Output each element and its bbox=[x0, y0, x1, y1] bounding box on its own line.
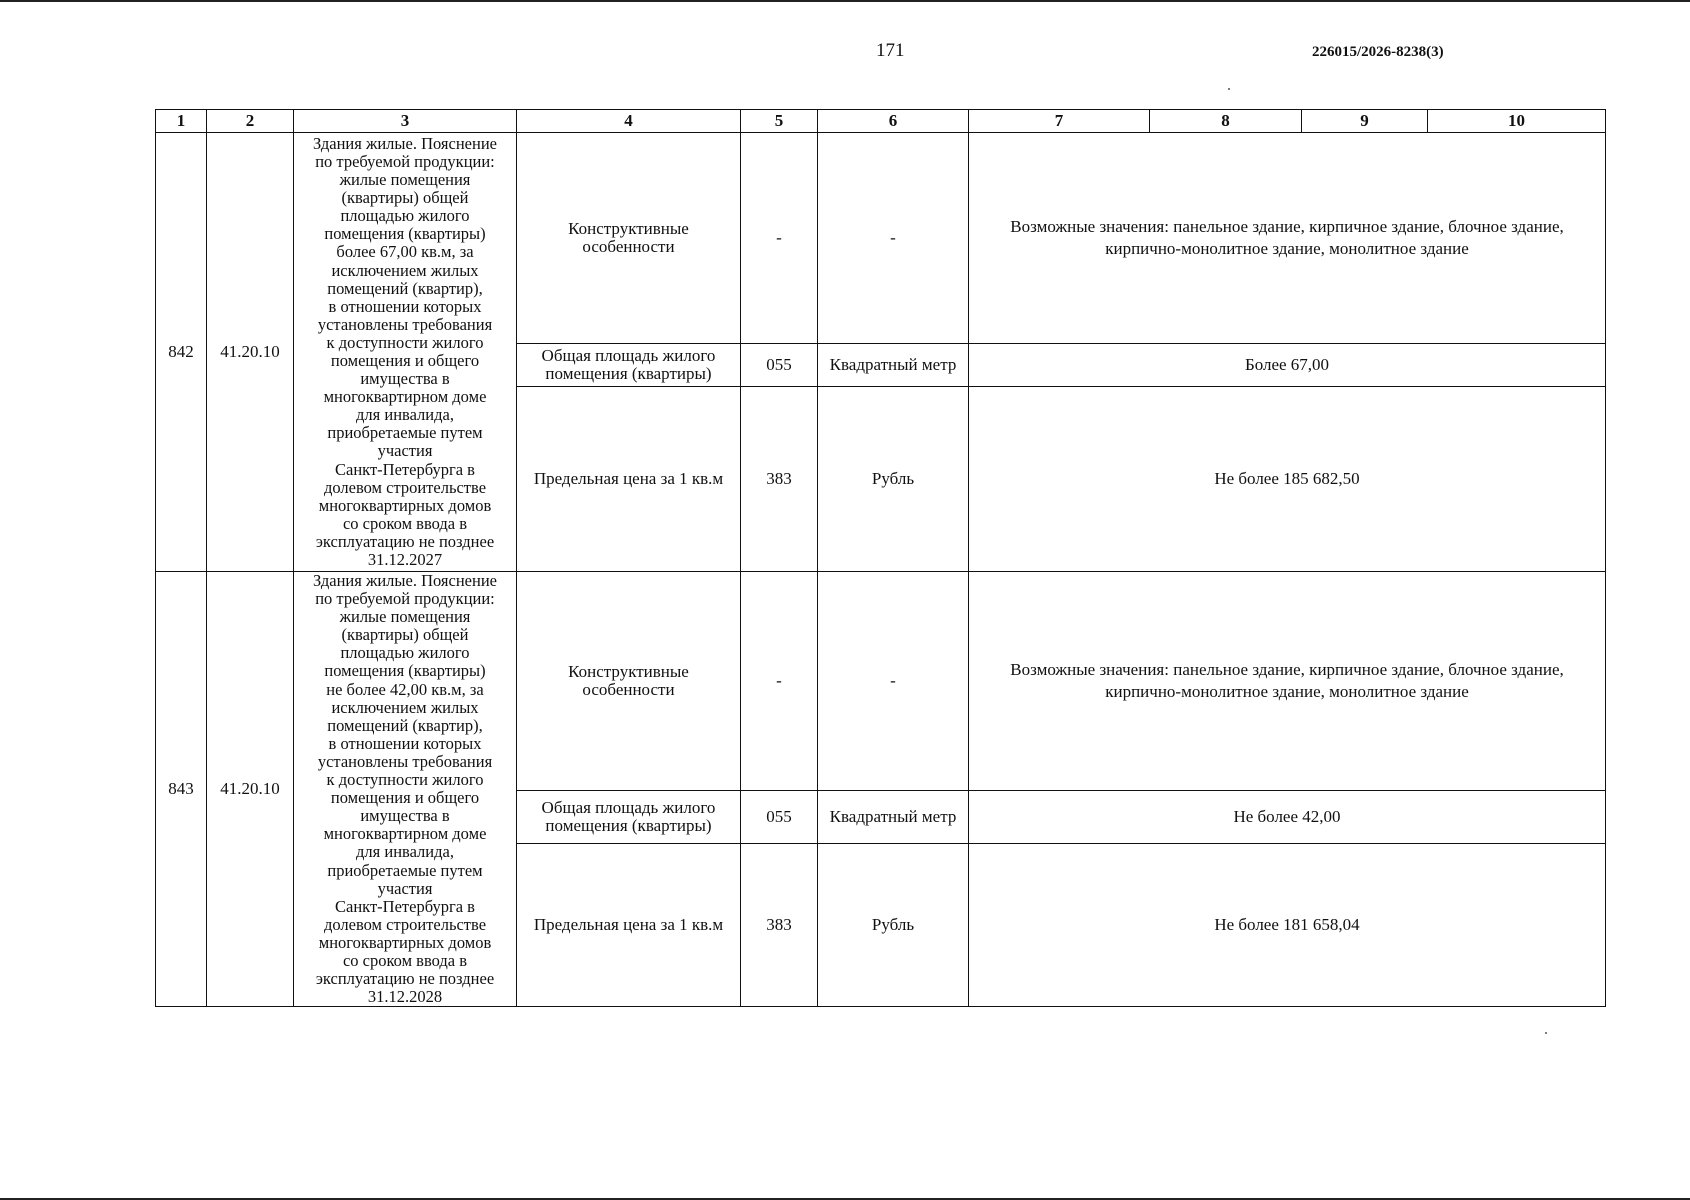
okei-code: - bbox=[741, 572, 818, 791]
column-header: 9 bbox=[1302, 110, 1428, 133]
document-id: 226015/2026-8238(3) bbox=[1312, 44, 1444, 60]
scan-edge-top bbox=[0, 0, 1690, 2]
characteristic-name: Конструктивные особенности bbox=[517, 572, 741, 791]
item-description: Здания жилые. Пояснение по требуемой продукции: жилые помещения (квартиры) общей площадью жилого помещения (квартиры) более 67,00 кв.м, за исключением жилых помещений (квартир), в отношении которых установлены требования к доступности жилого помещения и общего имущества в многоквартирном доме для инвалида, приобретаемые путем участия Санкт-Петербурга в долевом строительстве многоквартирных домов со сроком ввода в эксплуатацию не позднее 31.12.2027 bbox=[294, 133, 517, 572]
item-number: 843 bbox=[156, 572, 207, 1007]
scan-speck bbox=[1228, 88, 1230, 90]
unit-name: - bbox=[818, 133, 969, 344]
characteristic-name: Конструктивные особенности bbox=[517, 133, 741, 344]
characteristic-value: Не более 185 682,50 bbox=[969, 387, 1606, 572]
okei-code: - bbox=[741, 133, 818, 344]
unit-name: Рубль bbox=[818, 387, 969, 572]
characteristic-name: Общая площадь жилого помещения (квартиры) bbox=[517, 791, 741, 844]
characteristic-value: Не более 42,00 bbox=[969, 791, 1606, 844]
products-table bbox=[155, 109, 1606, 1007]
column-header: 8 bbox=[1150, 110, 1302, 133]
okpd2-code: 41.20.10 bbox=[207, 572, 294, 1007]
characteristic-value: Не более 181 658,04 bbox=[969, 844, 1606, 1007]
column-header: 7 bbox=[969, 110, 1150, 133]
column-header: 4 bbox=[517, 110, 741, 133]
column-number-row bbox=[156, 110, 1606, 133]
column-header: 10 bbox=[1428, 110, 1606, 133]
characteristic-name: Предельная цена за 1 кв.м bbox=[517, 387, 741, 572]
okei-code: 383 bbox=[741, 844, 818, 1007]
column-header: 6 bbox=[818, 110, 969, 133]
characteristic-value: Возможные значения: панельное здание, кирпичное здание, блочное здание, кирпично-монолитное здание, монолитное здание bbox=[969, 133, 1606, 344]
item-description: Здания жилые. Пояснение по требуемой продукции: жилые помещения (квартиры) общей площадью жилого помещения (квартиры) не более 42,00 кв.м, за исключением жилых помещений (квартир), в отношении которых установлены требования к доступности жилого помещения и общего имущества в многоквартирном доме для инвалида, приобретаемые путем участия Санкт-Петербурга в долевом строительстве многоквартирных домов со сроком ввода в эксплуатацию не позднее 31.12.2028 bbox=[294, 572, 517, 1007]
characteristic-name: Предельная цена за 1 кв.м bbox=[517, 844, 741, 1007]
characteristic-name: Общая площадь жилого помещения (квартиры) bbox=[517, 344, 741, 387]
item-number: 842 bbox=[156, 133, 207, 572]
okei-code: 383 bbox=[741, 387, 818, 572]
okpd2-code: 41.20.10 bbox=[207, 133, 294, 572]
column-header: 1 bbox=[156, 110, 207, 133]
unit-name: Рубль bbox=[818, 844, 969, 1007]
scan-speck bbox=[1545, 1032, 1547, 1034]
column-header: 3 bbox=[294, 110, 517, 133]
unit-name: Квадратный метр bbox=[818, 344, 969, 387]
column-header: 5 bbox=[741, 110, 818, 133]
table-row bbox=[156, 572, 1606, 791]
unit-name: Квадратный метр bbox=[818, 791, 969, 844]
characteristic-value: Возможные значения: панельное здание, кирпичное здание, блочное здание, кирпично-монолитное здание, монолитное здание bbox=[969, 572, 1606, 791]
page-number: 171 bbox=[876, 40, 905, 61]
unit-name: - bbox=[818, 572, 969, 791]
characteristic-value: Более 67,00 bbox=[969, 344, 1606, 387]
okei-code: 055 bbox=[741, 791, 818, 844]
okei-code: 055 bbox=[741, 344, 818, 387]
column-header: 2 bbox=[207, 110, 294, 133]
table-row bbox=[156, 133, 1606, 344]
